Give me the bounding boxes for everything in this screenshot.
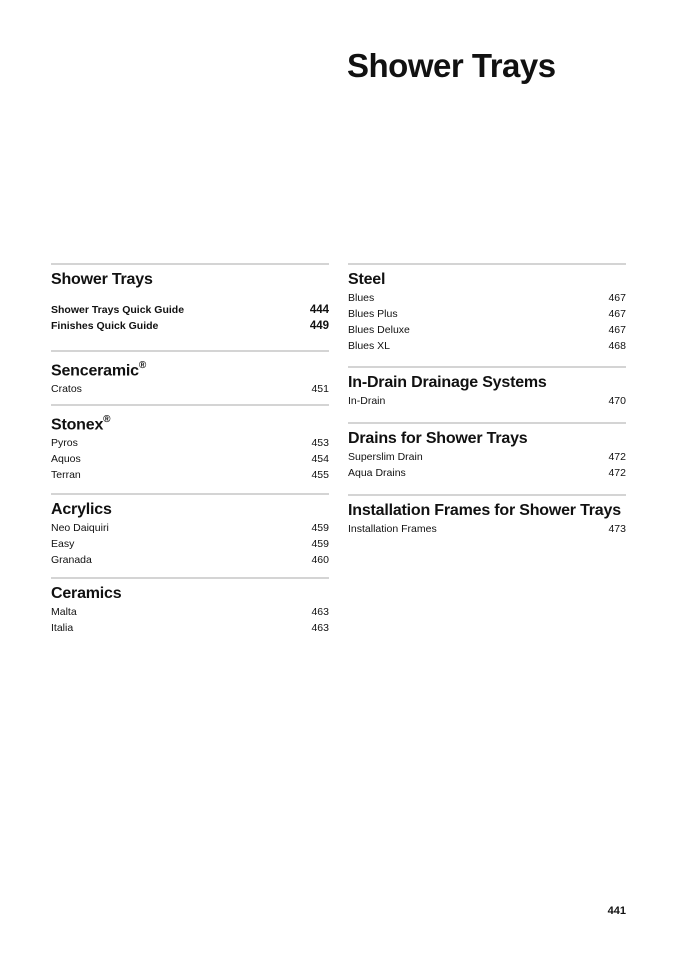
section-heading: Ceramics xyxy=(51,585,122,602)
toc-entry[interactable] xyxy=(348,290,626,306)
entry-label: Cratos xyxy=(51,383,82,396)
entry-label: Shower Trays Quick Guide xyxy=(51,304,185,316)
entry-page: 451 xyxy=(311,383,329,396)
entry-label: Aqua Drains xyxy=(348,467,406,479)
entry-label: Aquos xyxy=(51,453,81,466)
toc-entry[interactable] xyxy=(51,451,329,467)
toc-entry[interactable] xyxy=(51,318,329,334)
entry-page: 459 xyxy=(311,538,329,550)
entry-page: 472 xyxy=(608,451,626,463)
toc-section-steel xyxy=(348,263,626,366)
toc-section-in-drain-drainage-systems xyxy=(348,366,626,422)
toc-section-senceramic xyxy=(51,350,329,404)
entry-label: Installation Frames xyxy=(348,523,437,535)
entry-page: 463 xyxy=(311,622,329,634)
toc-entry[interactable] xyxy=(51,604,329,620)
entry-page: 468 xyxy=(608,340,626,352)
entry-label: Blues Plus xyxy=(348,308,398,320)
toc-right-column xyxy=(348,263,626,537)
entry-label: Malta xyxy=(51,606,77,618)
entry-label: Finishes Quick Guide xyxy=(51,320,159,332)
entry-label: Superslim Drain xyxy=(348,451,423,463)
entry-page: 459 xyxy=(311,522,329,534)
toc-entry[interactable] xyxy=(348,465,626,481)
entry-page: 460 xyxy=(311,554,329,566)
entry-page: 473 xyxy=(608,523,626,535)
entry-page: 467 xyxy=(608,292,626,304)
entry-page: 449 xyxy=(309,320,329,332)
toc-entry[interactable] xyxy=(348,306,626,322)
toc-section-shower-trays xyxy=(51,263,329,350)
page-number: 441 xyxy=(607,905,626,917)
toc-entry[interactable] xyxy=(51,552,329,568)
entry-label: Blues Deluxe xyxy=(348,324,410,336)
entry-label: Easy xyxy=(51,538,75,550)
toc-entry[interactable] xyxy=(348,322,626,338)
section-heading: Shower Trays xyxy=(51,271,153,288)
toc-entry[interactable] xyxy=(348,521,626,537)
section-heading: Installation Frames for Shower Trays xyxy=(348,502,621,519)
section-heading: Acrylics xyxy=(51,501,112,518)
entry-label: Neo Daiquiri xyxy=(51,522,109,534)
toc-section-installation-frames xyxy=(348,494,626,537)
toc-left-column xyxy=(51,263,329,636)
toc-section-ceramics xyxy=(51,577,329,636)
toc-entry[interactable] xyxy=(51,620,329,636)
section-heading: Drains for Shower Trays xyxy=(348,430,528,447)
toc-section-drains-for-shower-trays xyxy=(348,422,626,494)
entry-page: 470 xyxy=(608,395,626,407)
section-heading: Stonex® xyxy=(51,414,111,434)
toc-section-acrylics xyxy=(51,493,329,577)
entry-label: In-Drain xyxy=(348,395,386,407)
toc-entry[interactable] xyxy=(51,520,329,536)
entry-page: 463 xyxy=(311,606,329,618)
entry-label: Blues XL xyxy=(348,340,391,352)
toc-entry[interactable] xyxy=(348,393,626,409)
registered-mark: ® xyxy=(103,414,111,425)
toc-entry[interactable] xyxy=(51,302,329,318)
entry-label: Terran xyxy=(51,469,81,482)
entry-page: 467 xyxy=(608,308,626,320)
toc-entry[interactable] xyxy=(51,467,329,483)
toc-entry[interactable] xyxy=(348,449,626,465)
registered-mark: ® xyxy=(138,360,147,371)
toc-entry[interactable] xyxy=(51,435,329,451)
toc-entry[interactable] xyxy=(348,338,626,354)
entry-page: 444 xyxy=(309,304,329,316)
entry-label: Pyros xyxy=(51,437,78,450)
toc-section-stonex xyxy=(51,404,329,493)
section-heading: In-Drain Drainage Systems xyxy=(348,374,547,391)
toc-entry[interactable] xyxy=(51,381,329,397)
entry-label: Italia xyxy=(51,622,74,634)
entry-page: 453 xyxy=(311,437,329,450)
entry-page: 454 xyxy=(311,453,329,466)
page-title: Shower Trays xyxy=(347,47,556,84)
toc-entry[interactable] xyxy=(51,536,329,552)
entry-page: 472 xyxy=(608,467,626,479)
entry-label: Granada xyxy=(51,554,92,566)
entry-page: 467 xyxy=(608,324,626,336)
section-heading: Steel xyxy=(348,271,386,288)
section-heading: Senceramic® xyxy=(51,360,147,380)
entry-label: Blues xyxy=(348,292,375,304)
entry-page: 455 xyxy=(311,469,329,482)
